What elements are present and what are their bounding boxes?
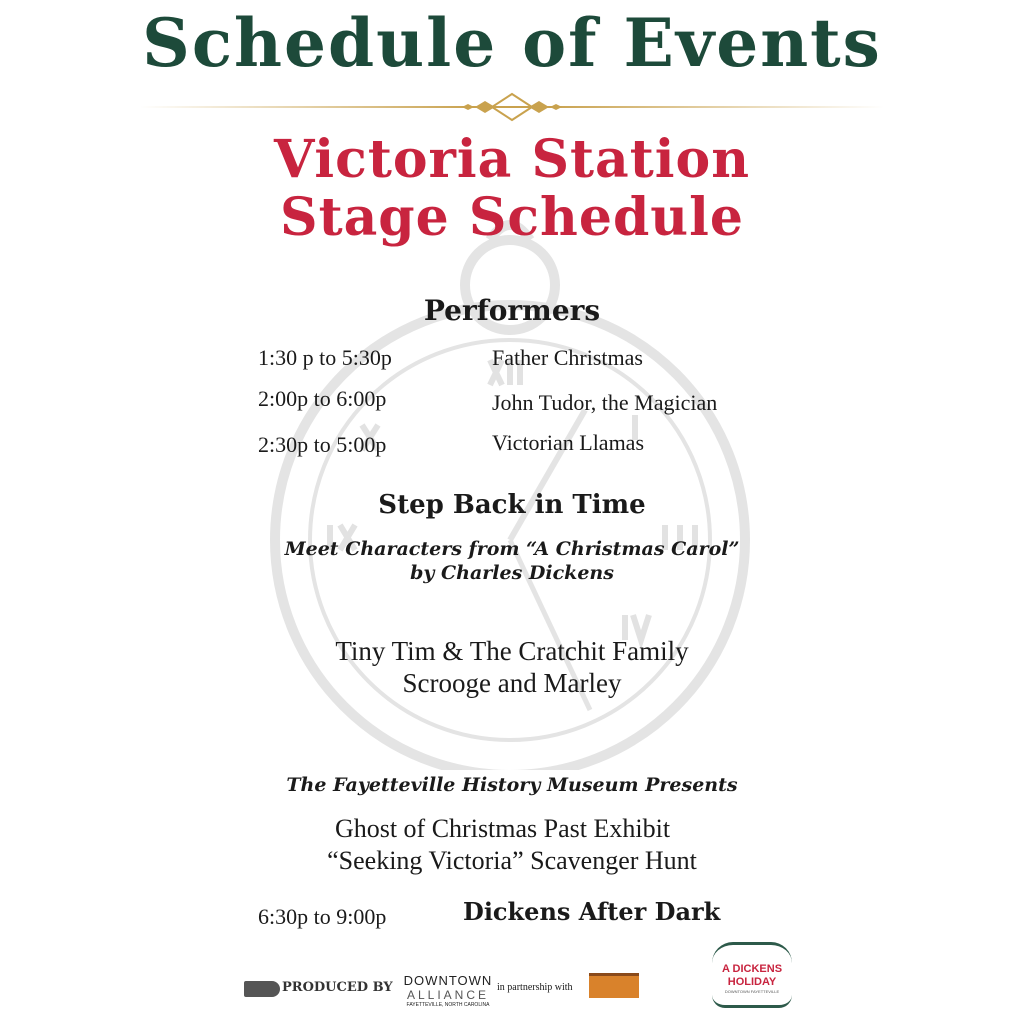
page-title: Schedule of Events	[142, 4, 882, 82]
performer-name: John Tudor, the Magician	[492, 390, 718, 415]
after-dark-title: Dickens After Dark	[463, 897, 721, 926]
museum-heading: The Fayetteville History Museum Presents	[286, 774, 738, 796]
holiday-line1: A DICKENS	[721, 963, 783, 975]
after-dark-time: 6:30p to 9:00p	[258, 904, 387, 929]
alliance-line1: DOWNTOWN	[403, 973, 493, 988]
performer-time: 2:00p to 6:00p	[258, 386, 387, 411]
museum-item: Ghost of Christmas Past Exhibit	[334, 814, 671, 843]
downtown-alliance-logo	[402, 973, 494, 1009]
performer-name: Father Christmas	[492, 345, 643, 370]
partnership-label: in partnership with	[497, 982, 573, 993]
produced-by-label: PRODUCED BY	[282, 980, 393, 995]
step-back-heading: Step Back in Time	[378, 490, 646, 520]
ornamental-divider	[140, 92, 884, 122]
stage-title-line2: Stage Schedule	[280, 187, 744, 248]
pointing-hand-icon	[244, 981, 280, 997]
dickens-holiday-logo	[712, 942, 792, 1008]
step-back-intro-line2: by Charles Dickens	[410, 562, 614, 584]
museum-item: “Seeking Victoria” Scavenger Hunt	[327, 846, 697, 875]
performers-heading: Performers	[423, 294, 601, 327]
character-item: Scrooge and Marley	[402, 668, 622, 698]
holiday-line2: HOLIDAY	[727, 976, 777, 988]
alliance-line2: ALLIANCE	[406, 988, 490, 1002]
performer-name: Victorian Llamas	[492, 430, 645, 455]
performer-time: 2:30p to 5:00p	[258, 432, 387, 457]
alliance-line3: FAYETTEVILLE, NORTH CAROLINA	[406, 1002, 490, 1008]
museum-building-logo	[589, 973, 639, 998]
step-back-intro-line1: Meet Characters from “A Christmas Carol”	[284, 538, 740, 560]
character-item: Tiny Tim & The Cratchit Family	[335, 636, 689, 666]
holiday-line3: DOWNTOWN FAYETTEVILLE	[724, 989, 780, 994]
stage-title-line1: Victoria Station	[273, 129, 751, 190]
performer-time: 1:30 p to 5:30p	[258, 345, 392, 370]
